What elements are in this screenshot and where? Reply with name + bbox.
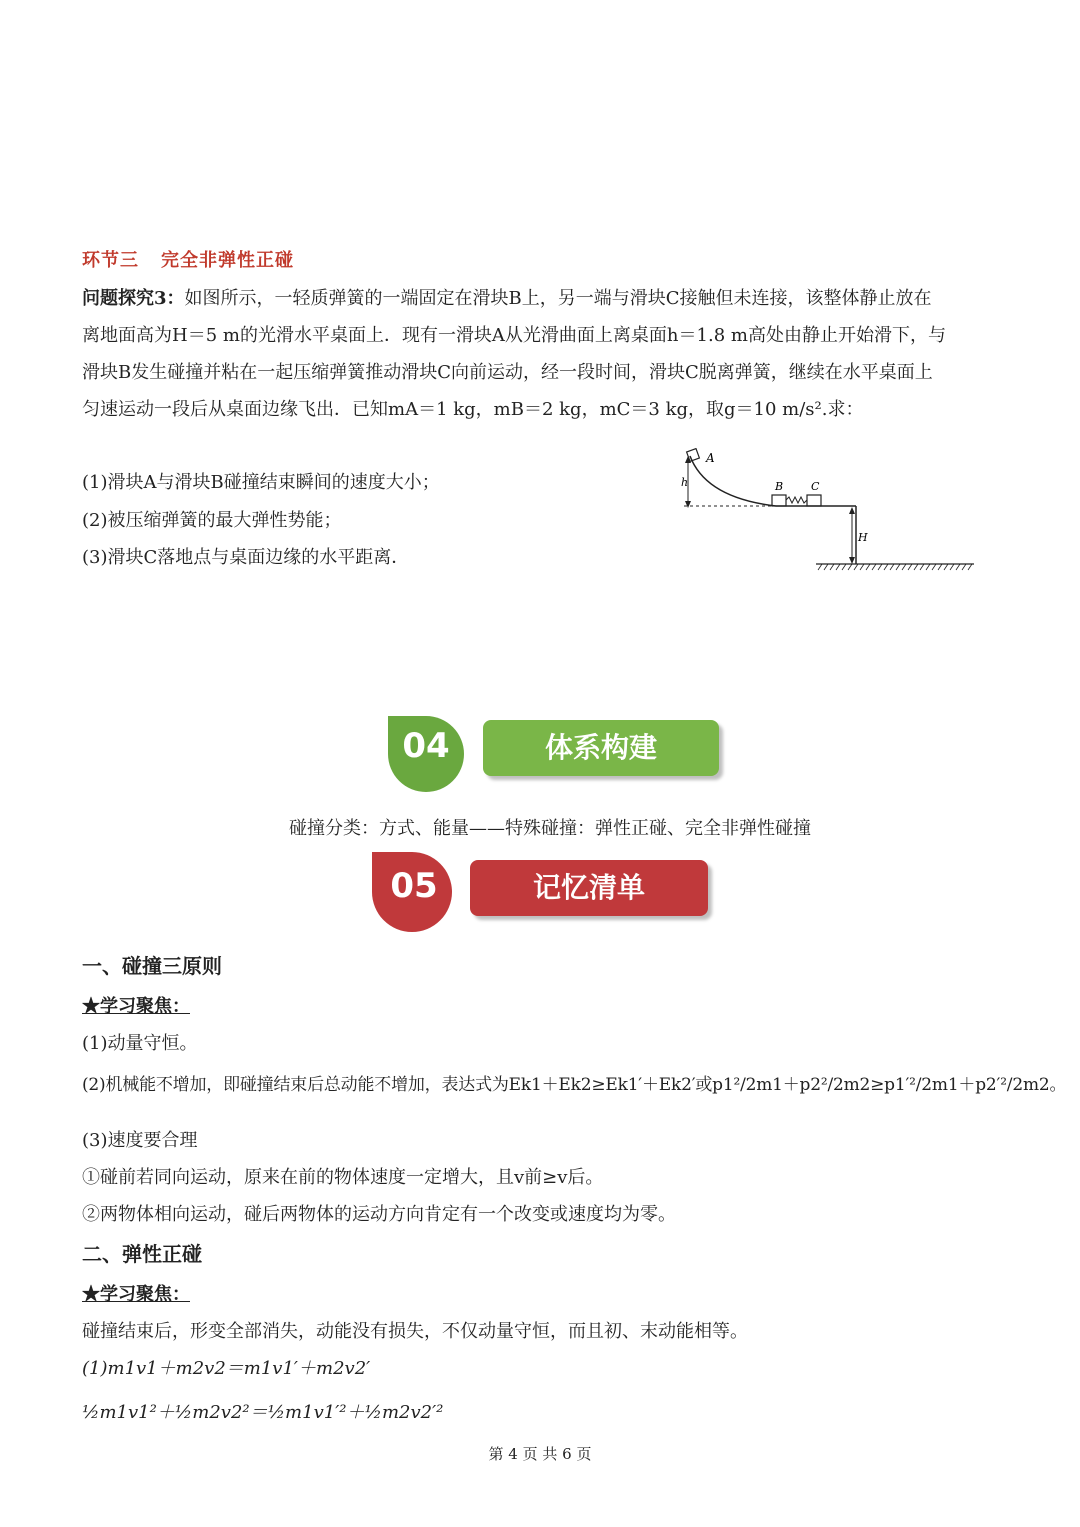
part1-item-5: ②两物体相向运动，碰后两物体的运动方向肯定有一个改变或速度均为零。 (82, 1204, 676, 1225)
label-c: C (811, 480, 820, 493)
H-arrow-top (849, 507, 855, 514)
part2-focus: ★学习聚焦： (82, 1284, 190, 1305)
label-h: h (681, 476, 689, 489)
question-2: (2)被压缩弹簧的最大弹性势能； (82, 510, 342, 531)
section-label: 环节三 (82, 250, 139, 271)
question-1: (1)滑块A与滑块B碰撞结束瞬间的速度大小； (82, 472, 440, 493)
part1-item-4: ①碰前若同向运动，原来在前的物体速度一定增大，且v前≥v后。 (82, 1167, 604, 1188)
block-c (807, 495, 821, 506)
section-05-banner: 记忆清单 (470, 860, 708, 916)
problem-lead: 问题探究3： (82, 288, 185, 309)
label-a: A (706, 451, 715, 465)
problem-line-1: 问题探究3：如图所示，一轻质弹簧的一端固定在滑块B上，另一端与滑块C接触但未连接，该整体静止放在 (82, 288, 932, 309)
section-heading (82, 246, 294, 272)
part1-item-1: (1)动量守恒。 (82, 1033, 198, 1054)
part1-item-2: (2)机械能不增加，即碰撞结束后总动能不增加，表达式为Ek1＋Ek2≥Ek1′＋Ek2′或p1²/2m1＋p2²/2m2≥p1′²/2m1＋p2′²/2m2。 (82, 1075, 1067, 1095)
part1-title: 一、碰撞三原则 (82, 954, 222, 978)
section-title: 完全非弹性正碰 (161, 250, 294, 271)
page-footer: 第 4 页 共 6 页 (488, 1445, 592, 1463)
block-b (772, 495, 786, 506)
section-04-text: 碰撞分类：方式、能量——特殊碰撞：弹性正碰、完全非弹性碰撞 (289, 818, 811, 839)
part2-equation-1: (1)m1v1＋m2v2＝m1v1′＋m2v2′ (82, 1358, 371, 1379)
ground-hatching (818, 564, 972, 570)
problem-paragraph (82, 280, 1002, 428)
question-3: (3)滑块C落地点与桌面边缘的水平距离． (82, 547, 410, 568)
physics-diagram (676, 448, 978, 572)
part2-title: 二、弹性正碰 (82, 1242, 202, 1266)
problem-line-4: 匀速运动一段后从桌面边缘飞出．已知mA＝1 kg，mB＝2 kg，mC＝3 kg，取g＝10 m/s².求： (82, 399, 864, 420)
section-05-number: 05 (390, 866, 438, 906)
section-04-banner: 体系构建 (483, 720, 719, 776)
part1-item-3: (3)速度要合理 (82, 1130, 198, 1151)
part2-equation-2: ½m1v1²＋½m2v2²＝½m1v1′²＋½m2v2′² (82, 1402, 444, 1423)
label-b: B (775, 480, 784, 493)
problem-line-3: 滑块B发生碰撞并粘在一起压缩弹簧推动滑块C向前运动，经一段时间，滑块C脱离弹簧，继续在水平桌面上 (82, 362, 933, 383)
section-04-number: 04 (402, 726, 450, 766)
curved-ramp (690, 456, 776, 506)
label-H: H (858, 531, 868, 544)
spring (786, 497, 807, 503)
h-arrow-bottom (685, 501, 691, 508)
part2-text: 碰撞结束后，形变全部消失，动能没有损失，不仅动量守恒，而且初、末动能相等。 (82, 1321, 748, 1342)
H-arrow-bottom (849, 557, 855, 564)
problem-line-2: 离地面高为H＝5 m的光滑水平桌面上．现有一滑块A从光滑曲面上离桌面h＝1.8 m高处由静止开始滑下，与 (82, 325, 946, 346)
part1-focus: ★学习聚焦： (82, 996, 190, 1017)
